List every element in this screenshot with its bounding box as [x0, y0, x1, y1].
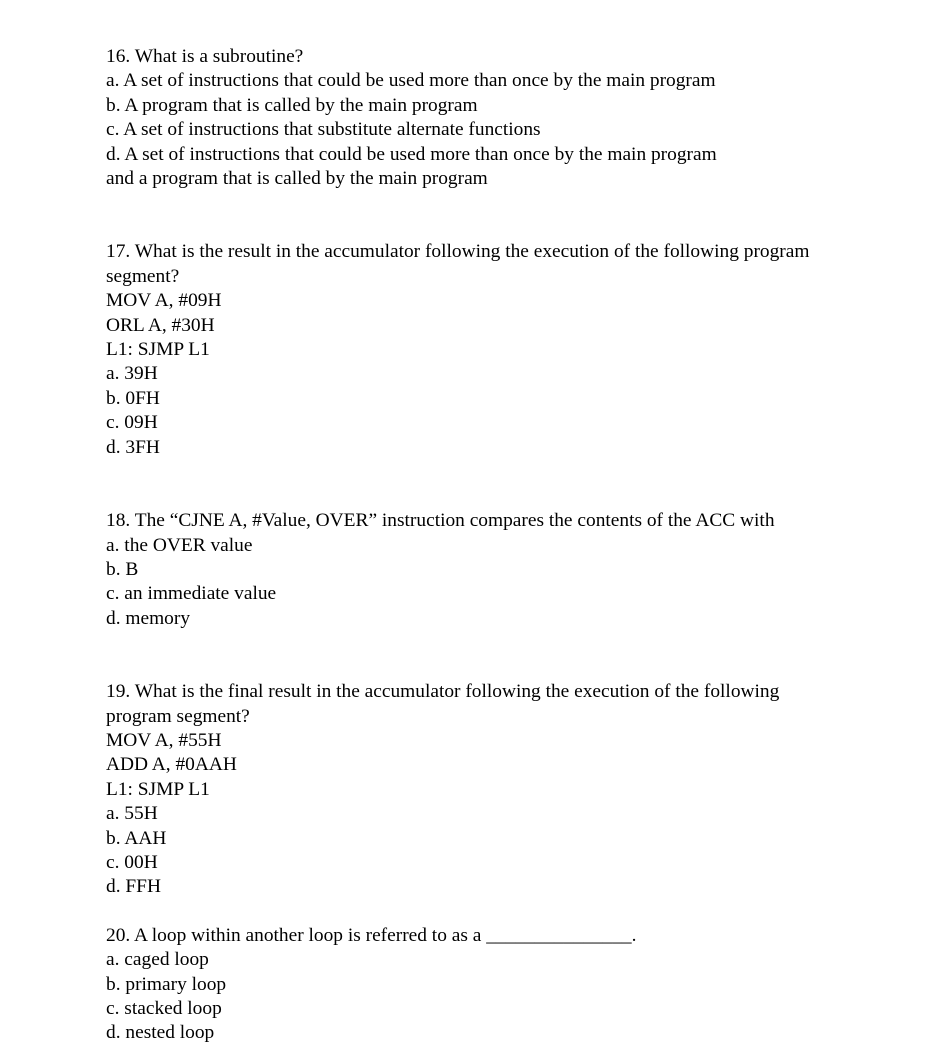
question-19-option-b: b. AAH — [106, 827, 167, 849]
question-17-option-c: c. 09H — [106, 412, 158, 434]
question-17-option-a: a. 39H — [106, 363, 158, 385]
question-19-option-c: c. 00H — [106, 851, 158, 873]
question-17-stem: 17. What is the result in the accumulator following the execution of the following program — [106, 241, 810, 263]
question-16-option-d-continued: and a program that is called by the main program — [106, 168, 488, 190]
question-20-option-c: c. stacked loop — [106, 998, 222, 1019]
question-19 — [106, 680, 906, 900]
spacer — [106, 631, 906, 680]
spacer — [106, 460, 906, 509]
question-20-option-d: d. nested loop — [106, 1022, 215, 1044]
question-16-option-a: a. A set of instructions that could be used more than once by the main program — [106, 70, 716, 92]
spacer — [106, 191, 906, 240]
question-17-stem-continued: segment? — [106, 265, 180, 287]
question-16 — [106, 45, 906, 191]
question-18-option-d: d. memory — [106, 607, 191, 629]
question-19-stem-continued: program segment? — [106, 705, 250, 727]
question-20-option-a: a. caged loop — [106, 949, 209, 971]
question-17-code-line-3: L1: SJMP L1 — [106, 339, 210, 361]
question-19-code-line-1: MOV A, #55H — [106, 729, 222, 751]
question-18-stem: 18. The “CJNE A, #Value, OVER” instruction compares the contents of the ACC with — [106, 510, 775, 532]
question-18-option-c: c. an immediate value — [106, 583, 277, 605]
question-19-stem: 19. What is the final result in the accumulator following the execution of the following — [106, 681, 780, 703]
question-16-option-b: b. A program that is called by the main program — [106, 94, 478, 116]
question-17-code-line-1: MOV A, #09H — [106, 290, 222, 312]
question-20-stem: 20. A loop within another loop is referred to as a _______________. — [106, 924, 637, 946]
question-16-stem: 16. What is a subroutine? — [106, 46, 304, 67]
spacer — [106, 900, 906, 924]
document-page — [106, 45, 906, 1046]
question-18 — [106, 509, 906, 631]
question-17-option-d: d. 3FH — [106, 436, 160, 458]
question-17 — [106, 240, 906, 460]
question-17-option-b: b. 0FH — [106, 387, 160, 409]
question-17-code-line-2: ORL A, #30H — [106, 314, 215, 336]
question-18-option-a: a. the OVER value — [106, 534, 253, 556]
question-19-option-a: a. 55H — [106, 803, 158, 825]
question-20 — [106, 924, 906, 1046]
question-19-option-d: d. FFH — [106, 876, 161, 898]
question-16-option-c: c. A set of instructions that substitute alternate functions — [106, 119, 541, 141]
question-20-option-b: b. primary loop — [106, 973, 227, 995]
question-19-code-line-2: ADD A, #0AAH — [106, 754, 237, 776]
question-16-option-d: d. A set of instructions that could be used more than once by the main program — [106, 143, 717, 165]
question-19-code-line-3: L1: SJMP L1 — [106, 778, 210, 800]
question-18-option-b: b. B — [106, 558, 139, 580]
